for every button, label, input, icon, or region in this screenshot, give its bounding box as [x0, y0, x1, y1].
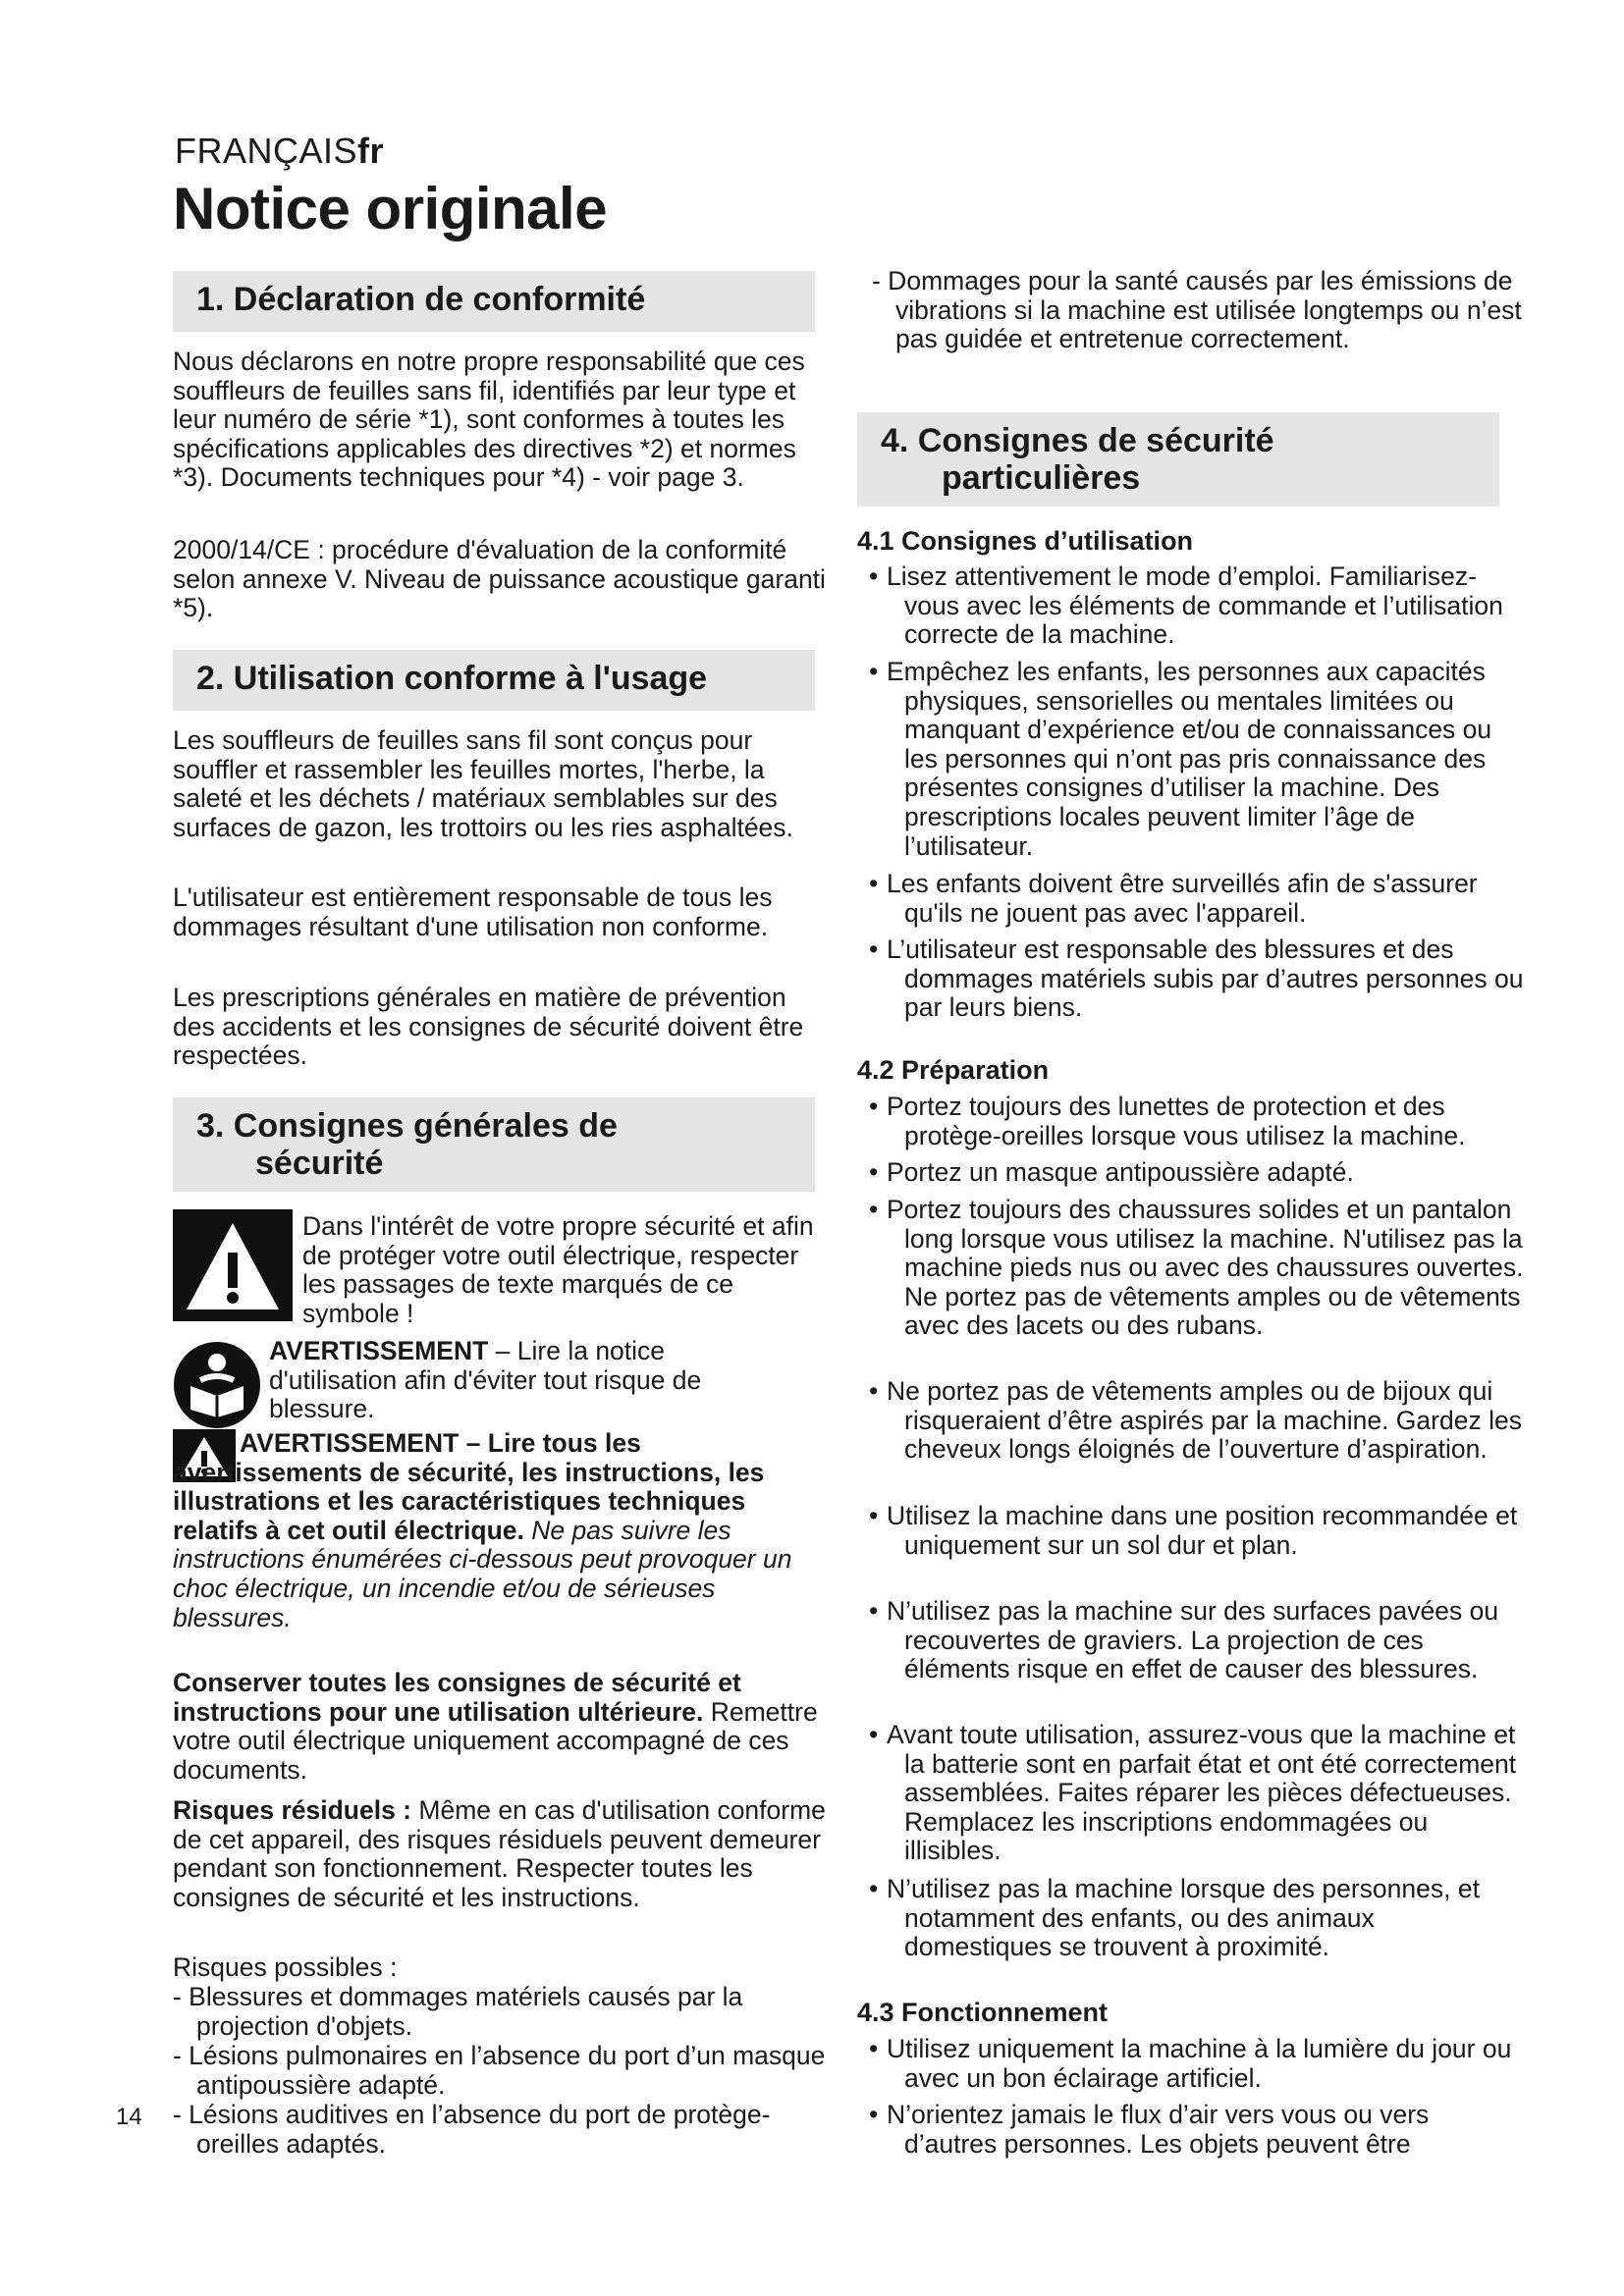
page-number: 14	[116, 2104, 142, 2130]
list-item: • N’utilisez pas la machine sur des surfaces pavées ou recouvertes de graviers. La projection de ces éléments risque en effet de causer des blessures.	[857, 1597, 1525, 1684]
list-item: • N’utilisez pas la machine lorsque des personnes, et notamment des enfants, ou des animaux domestiques se trouvent à proximité.	[857, 1875, 1525, 1962]
list-item: • Utilisez la machine dans une position recommandée et uniquement sur un sol dur et plan.	[857, 1502, 1525, 1560]
general-warning: AVERTISSEMENT – Lire tous les avertissements de sécurité, les instructions, les illustrations et les caractéristiques techniques relatifs à cet outil électrique. Ne pas suivre les instructions énumérées ci-dessous peut provoquer un choc électrique, un incendie et/ou de sérieuses blessures.	[173, 1428, 792, 1632]
read-manual-icon	[173, 1341, 261, 1429]
list-item: • Portez un masque antipoussière adapté.	[857, 1158, 1525, 1188]
list-item: • Lisez attentivement le mode d’emploi. Familiarisez-vous avec les éléments de commande et l’utilisation correcte de la machine.	[857, 562, 1525, 650]
list-item: • Avant toute utilisation, assurez-vous que la machine et la batterie sont en parfait état et ont été correctement assemblées. Faites réparer les pièces défectueuses. Remplacez les inscriptions endommagées ou illisibles.	[857, 1721, 1525, 1866]
subsection-4-2-title: 4.2 Préparation	[857, 1055, 1050, 1085]
section-3-heading-line: sécurité	[255, 1145, 384, 1182]
language-label: FRANÇAISfr	[175, 131, 385, 171]
section-2-heading: 2. Utilisation conforme à l'usage	[173, 650, 815, 711]
section-4-heading-line: 4. Consignes de sécurité	[881, 422, 1274, 459]
section-4-heading	[857, 412, 1499, 507]
warning-triangle-icon	[173, 1209, 293, 1321]
subsection-4-3-title: 4.3 Fonctionnement	[857, 1998, 1109, 2027]
list-item: • Empêchez les enfants, les personnes aux capacités physiques, sensorielles ou mentales limitées ou manquant d’expérience et/ou de connaissances ou les personnes qui n’ont pas pris connaissance des présentes consignes d’utiliser la machine. Des prescriptions locales peuvent limiter l’âge de l’utilisateur.	[857, 658, 1525, 861]
keep-instructions: Conserver toutes les consignes de sécurité et instructions pour une utilisation ultérieure. Remettre votre outil électrique uniquement accompagné de ces documents.	[173, 1668, 818, 1785]
page-title: Notice originale	[173, 176, 608, 241]
read-manual-warning: AVERTISSEMENT – Lire la notice d'utilisation afin d'éviter tout risque de blessure.	[269, 1336, 702, 1424]
section-3-heading-line: 3. Consignes générales de	[196, 1107, 618, 1145]
list-item: • Portez toujours des chaussures solides et un pantalon long lorsque vous utilisez la machine. N'utilisez pas la machine pieds nus ou avec des chaussures ouvertes. Ne portez pas de vêtements amples ou de vêtements avec des lacets ou des rubans.	[857, 1196, 1525, 1341]
list-item: • Ne portez pas de vêtements amples ou de bijoux qui risqueraient d’être aspirés par la machine. Gardez les cheveux longs éloignés de l’ouverture d’aspiration.	[857, 1377, 1525, 1465]
possible-risks-label: Risques possibles :	[173, 1952, 398, 1982]
subsection-4-1-title: 4.1 Consignes d’utilisation	[857, 526, 1194, 556]
section-2-paragraph: Les souffleurs de feuilles sans fil sont conçus pour souffler et rassembler les feuilles mortes, l'herbe, la saleté et les déchets / matériaux semblables sur des surfaces de gazon, les trottoirs ou les ries asphaltées.	[173, 725, 793, 842]
list-item: • Utilisez uniquement la machine à la lumière du jour ou avec un bon éclairage artificiel.	[857, 2035, 1525, 2093]
section-1-heading: 1. Déclaration de conformité	[173, 271, 815, 332]
warning-symbol-text: Dans l'intérêt de votre propre sécurité et afin de protéger votre outil électrique, respecter les passages de texte marqués de ce symbole !	[302, 1211, 814, 1328]
list-item: • N’orientez jamais le flux d’air vers vous ou vers d’autres personnes. Les objets peuvent être	[857, 2101, 1525, 2159]
section-3-heading	[173, 1097, 815, 1192]
section-4-heading-line: particulières	[942, 459, 1141, 497]
risk-item: - Blessures et dommages matériels causés par la projection d'objets.	[173, 1982, 743, 2041]
list-item: • Les enfants doivent être surveillés afin de s'assurer qu'ils ne jouent pas avec l'appareil.	[857, 870, 1525, 928]
risk-item: - Dommages pour la santé causés par les émissions de vibrations si la machine est utilisée longtemps ou n’est pas guidée et entretenue correctement.	[872, 266, 1522, 354]
residual-risks: Risques résiduels : Même en cas d'utilisation conforme de cet appareil, des risques résiduels peuvent demeurer pendant son fonctionnement. Respecter toutes les consignes de sécurité et les instructions.	[173, 1795, 826, 1912]
list-item: • L’utilisateur est responsable des blessures et des dommages matériels subis par d’autres personnes ou par leurs biens.	[857, 935, 1525, 1023]
section-2-paragraph: L'utilisateur est entièrement responsable de tous les dommages résultant d'une utilisation non conforme.	[173, 882, 773, 941]
risk-item: - Lésions pulmonaires en l’absence du port d’un masque antipoussière adapté.	[173, 2041, 826, 2100]
section-2-paragraph: Les prescriptions générales en matière de prévention des accidents et les consignes de sécurité doivent être respectées.	[173, 983, 804, 1071]
section-1-paragraph: 2000/14/CE : procédure d'évaluation de la conformité selon annexe V. Niveau de puissance acoustique garanti *5).	[173, 535, 826, 623]
list-item: • Portez toujours des lunettes de protection et des protège-oreilles lorsque vous utilisez la machine.	[857, 1093, 1525, 1150]
section-1-paragraph: Nous déclarons en notre propre responsabilité que ces souffleurs de feuilles sans fil, identifiés par leur type et leur numéro de série *1), sont conformes à toutes les spécifications applicables des directives *2) et normes *3). Documents techniques pour *4) - voir page 3.	[173, 347, 805, 493]
risk-item: - Lésions auditives en l’absence du port de protège-oreilles adaptés.	[173, 2100, 771, 2159]
